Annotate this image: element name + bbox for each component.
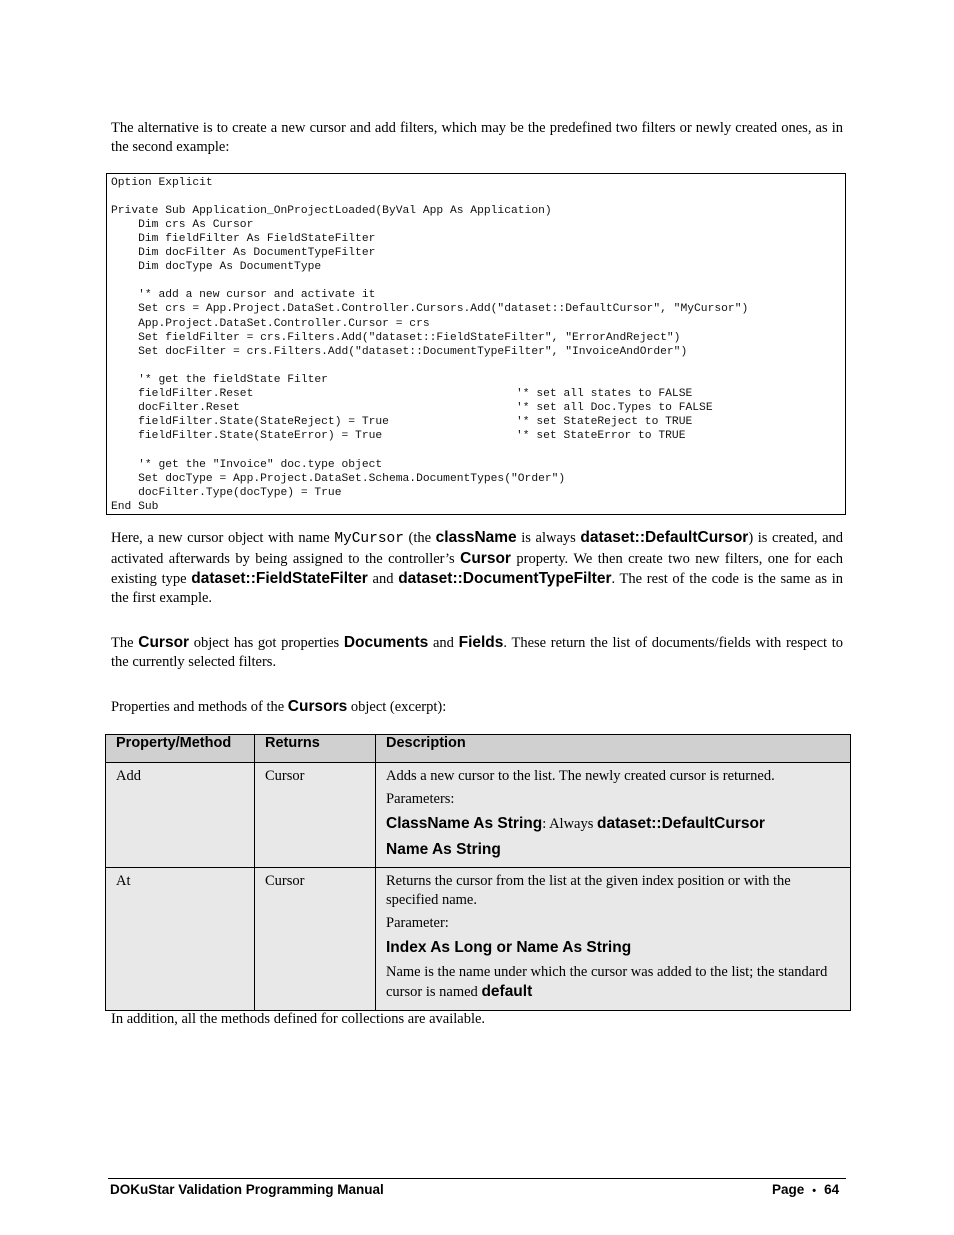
parameters-label: Parameters: [386, 791, 455, 807]
keyword: Documents [343, 634, 429, 651]
parameter-name: Name As String [386, 841, 501, 858]
code-line: fieldFilter.State(StateError) = True [111, 430, 383, 442]
code-line: Dim crs As Cursor [111, 219, 254, 231]
column-header: Description [376, 735, 851, 763]
code-line: '* get the "Invoice" doc.type object [111, 459, 383, 471]
text-run: and [428, 635, 459, 651]
code-term: MyCursor [334, 531, 404, 547]
method-name: At [116, 873, 131, 889]
keyword: dataset::DefaultCursor [580, 529, 749, 546]
code-line: End Sub [111, 501, 159, 513]
text-run: object has got properties [189, 635, 344, 651]
footer-page [772, 1182, 839, 1197]
code-line: Option Explicit [111, 177, 213, 189]
parameter-line [386, 811, 840, 837]
column-header: Returns [255, 735, 376, 763]
parameters-label: Parameter: [386, 915, 449, 931]
code-line: Dim docType As DocumentType [111, 261, 322, 273]
code-line: '* add a new cursor and activate it [111, 289, 376, 301]
explanation-paragraph [111, 528, 843, 608]
code-line: docFilter.Reset [111, 402, 240, 414]
parameter-line [386, 935, 840, 961]
code-line: Set crs = App.Project.DataSet.Controller.Cursors.Add("dataset::DefaultCursor", "MyCursor") [111, 303, 749, 315]
keyword: className [435, 529, 517, 546]
text-run: property. We then create two new filters, one for each existing type [111, 551, 844, 587]
code-line: Set docType = App.Project.DataSet.Schema.DocumentTypes("Order") [111, 473, 566, 485]
table-header-row [106, 735, 851, 763]
text-run: Name is the name under which the cursor was added to the list; the standard cursor is named [386, 964, 828, 1000]
text-run: Properties and methods of the [111, 699, 288, 715]
text-run: object (excerpt): [347, 699, 447, 715]
page-number: 64 [824, 1182, 840, 1197]
parameter-line [386, 837, 840, 863]
code-line: App.Project.DataSet.Controller.Cursor = crs [111, 318, 430, 330]
code-line: Dim fieldFilter As FieldStateFilter [111, 233, 376, 245]
text-run: ) is created, and activated afterwards by being assigned to the controller’s [111, 530, 844, 567]
footer-title: DOKuStar Validation Programming Manual [110, 1182, 384, 1197]
keyword: default [481, 983, 533, 1000]
keyword: dataset::DocumentTypeFilter [398, 570, 612, 587]
text-run: and [367, 571, 399, 587]
code-line: Set docFilter = crs.Filters.Add("dataset::DocumentTypeFilter", "InvoiceAndOrder") [111, 346, 688, 358]
parameter-name: ClassName As String [386, 815, 543, 832]
keyword: Cursor [138, 634, 190, 651]
text-run: . These return the list of documents/fields with respect to the currently selected filters. [111, 635, 844, 670]
parameter-name: Index As Long or Name As String [386, 939, 632, 956]
page-label: Page [772, 1182, 805, 1197]
keyword: dataset::FieldStateFilter [191, 570, 368, 587]
table-row [106, 868, 851, 1011]
code-line: Dim docFilter As DocumentTypeFilter [111, 247, 376, 259]
code-line: fieldFilter.State(StateReject) = True [111, 416, 389, 428]
column-header: Property/Method [106, 735, 255, 763]
cursor-properties-paragraph [111, 633, 843, 672]
closing-paragraph: In addition, all the methods defined for collections are available. [111, 1011, 486, 1027]
code-comment: '* set all states to FALSE [516, 388, 693, 400]
text-run: . The rest of the code is the same as in the first example. [111, 571, 844, 606]
keyword: Fields [458, 634, 504, 651]
note-text [386, 963, 840, 1002]
description-text: Adds a new cursor to the list. The newly created cursor is returned. [386, 768, 775, 784]
cursors-methods-table [105, 734, 851, 1011]
text-run: Here, a new cursor object with name [111, 530, 335, 546]
return-type: Cursor [265, 873, 305, 889]
code-listing [106, 173, 846, 515]
text-run: : Always [542, 816, 597, 832]
code-line: '* get the fieldState Filter [111, 374, 328, 386]
code-comment: '* set StateReject to TRUE [516, 416, 693, 428]
method-description [376, 763, 850, 867]
description-text: Returns the cursor from the list at the given index position or with the specified name. [386, 873, 791, 908]
code-line: Set fieldFilter = crs.Filters.Add("dataset::FieldStateFilter", "ErrorAndReject") [111, 332, 681, 344]
code-comment: '* set all Doc.Types to FALSE [516, 402, 713, 414]
text-run: The [111, 635, 139, 651]
method-name: Add [116, 768, 141, 784]
text-run: (the [403, 530, 436, 546]
code-line: Private Sub Application_OnProjectLoaded(ByVal App As Application) [111, 205, 552, 217]
footer-divider [108, 1178, 846, 1179]
text-run: is always [516, 530, 581, 546]
table-caption [111, 697, 843, 717]
parameter-value: dataset::DefaultCursor [597, 815, 765, 832]
code-line: docFilter.Type(docType) = True [111, 487, 342, 499]
code-comment: '* set StateError to TRUE [516, 430, 686, 442]
table-row [106, 763, 851, 868]
keyword: Cursor [460, 550, 511, 567]
method-description [376, 868, 850, 1010]
intro-paragraph: The alternative is to create a new cursor and add filters, which may be the predefined two filters or newly created ones, as in the second example: [111, 120, 843, 155]
keyword: Cursors [287, 698, 348, 715]
return-type: Cursor [265, 768, 305, 784]
code-line: fieldFilter.Reset [111, 388, 254, 400]
bullet-icon: • [812, 1185, 817, 1197]
